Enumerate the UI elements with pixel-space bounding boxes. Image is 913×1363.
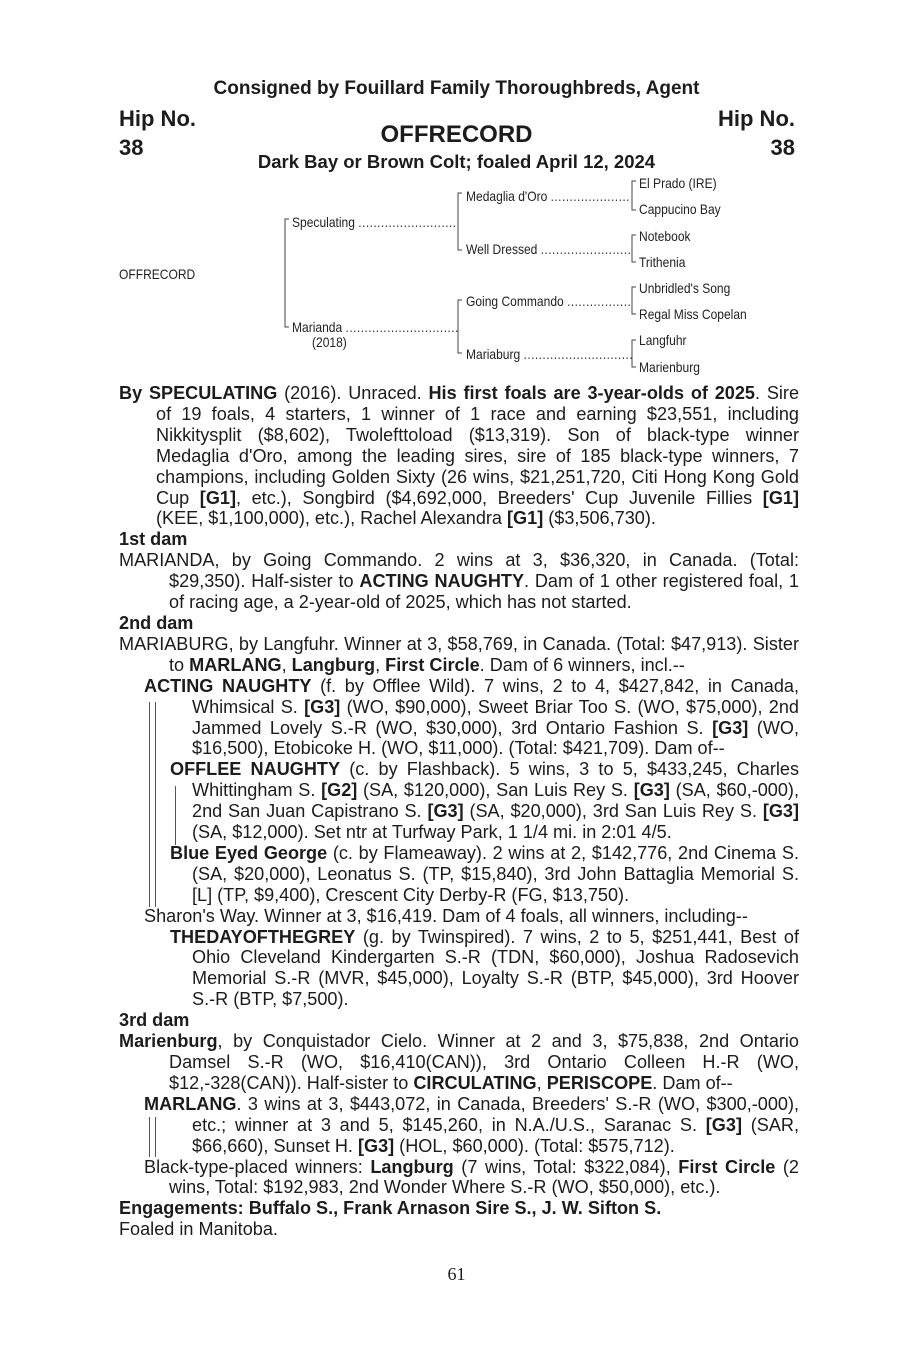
catalog-body bbox=[119, 383, 799, 1240]
acting-naughty-entry: ACTING NAUGHTY (f. by Offlee Wild). 7 wins, 2 to 4, $427,842, in Canada, Whimsical S. [G3] (WO, $90,000), Sweet Briar Too S. (WO, $75,000), 2nd Jammed Lovely S.-R (WO, $30,000), 3rd Ontario Fashion S. [G3] (WO, $16,500), Etobicoke H. (WO, $11,000). (Total: $421,709). Dam of-- bbox=[144, 675, 799, 759]
pedigree-gen3-5: Unbridled's Song bbox=[639, 280, 731, 296]
foaled-in: Foaled in Manitoba. bbox=[119, 1219, 278, 1240]
pedigree-dam-dam: Mariaburg ............................. bbox=[466, 346, 634, 362]
pedigree-sire-dam: Well Dressed ........................ bbox=[466, 241, 632, 257]
sire-paragraph: By SPECULATING (2016). Unraced. His first foals are 3-year-olds of 2025. Sire of 19 foals, 4 starters, 1 winner of 1 race and earning $23,551, including Nikkitysplit ($8,602), Twolefttoload ($13,319). Son of black-type winner Medaglia d'Oro, among the leading sires, sire of 185 black-type winners, 7 champions, including Golden Sixty (26 wins, $21,251,720, Citi Hong Kong Gold Cup [G1], etc.), Songbird ($4,692,000, Breeders' Cup Juvenile Fillies [G1] (KEE, $1,100,000), etc.), Rachel Alexandra [G1] ($3,506,730). bbox=[119, 383, 800, 529]
pedigree-dam: Marianda .............................. bbox=[292, 319, 459, 335]
horse-description: Dark Bay or Brown Colt; foaled April 12, 2024 bbox=[257, 151, 656, 172]
pedigree-gen3-2: Cappucino Bay bbox=[639, 201, 721, 217]
pedigree-gen3-3: Notebook bbox=[639, 228, 691, 244]
thedayofthegrey-entry: THEDAYOFTHEGREY (g. by Twinspired). 7 wins, 2 to 5, $251,441, Best of Ohio Cleveland Kindergarten S.-R (TDN, $60,000), Joshua Radosevich Memorial S.-R (MVR, $45,000), Loyalty S.-R (BTP, $45,000), 3rd Hoover S.-R (BTP, $7,500). bbox=[170, 926, 799, 1010]
pedigree-sire-sire: Medaglia d'Oro ..................... bbox=[466, 188, 630, 204]
consignor-line: Consigned by Fouillard Family Thoroughbreds, Agent bbox=[213, 78, 700, 99]
first-dam-heading: 1st dam bbox=[119, 529, 188, 550]
hip-label: Hip No. bbox=[718, 106, 795, 131]
second-dam-heading: 2nd dam bbox=[119, 612, 194, 633]
marlang-entry: MARLANG. 3 wins at 3, $443,072, in Canada, Breeders' S.-R (WO, $300,-000), etc.; winner at 3 and 5, $145,260, in N.A./U.S., Saranac S. [G3] (SAR, $66,660), Sunset H. [G3] (HOL, $60,000). (Total: $575,712). bbox=[144, 1093, 799, 1156]
pedigree-dam-year: (2018) bbox=[312, 334, 347, 350]
pedigree-subject: OFFRECORD bbox=[119, 266, 196, 282]
blue-eyed-george-entry: Blue Eyed George (c. by Flameaway). 2 wins at 2, $142,776, 2nd Cinema S. (SA, $20,000), Leonatus S. (TP, $15,840), 3rd John Battaglia Memorial S. [L] (TP, $9,400), Crescent City Derby-R (FG, $13,750). bbox=[170, 842, 799, 905]
pedigree-sire: Speculating .......................... bbox=[292, 214, 457, 230]
black-type-placed-entry: Black-type-placed winners: Langburg (7 wins, Total: $322,084), First Circle (2 wins, Total: $192,983, 2nd Wonder Where S.-R (WO, $50,000), etc.). bbox=[144, 1156, 799, 1198]
hip-number: 38 bbox=[119, 135, 144, 160]
pedigree-gen3-7: Langfuhr bbox=[639, 332, 687, 348]
third-dam-paragraph: Marienburg, by Conquistador Cielo. Winner at 2 and 3, $75,838, 2nd Ontario Damsel S.-R (WO, $16,410(CAN)), 3rd Ontario Colleen H.-R (WO, $12,-328(CAN)). Half-sister to CIRCULATING, PERISCOPE. Dam of-- bbox=[119, 1031, 799, 1093]
pedigree-gen3-1: El Prado (IRE) bbox=[639, 175, 717, 191]
pedigree-gen3-4: Trithenia bbox=[639, 254, 686, 270]
pedigree-gen3-8: Marienburg bbox=[639, 359, 700, 375]
engagements: Engagements: Buffalo S., Frank Arnason Sire S., J. W. Sifton S. bbox=[119, 1198, 662, 1219]
second-dam-paragraph: MARIABURG, by Langfuhr. Winner at 3, $58,769, in Canada. (Total: $47,913). Sister to MARLANG, Langburg, First Circle. Dam of 6 winners, incl.-- bbox=[119, 633, 799, 675]
pedigree-dam-sire: Going Commando ................. bbox=[466, 293, 632, 309]
pedigree-gen3-6: Regal Miss Copelan bbox=[639, 306, 747, 322]
first-dam-paragraph: MARIANDA, by Going Commando. 2 wins at 3, $36,320, in Canada. (Total: $29,350). Half-sister to ACTING NAUGHTY. Dam of 1 other registered foal, 1 of racing age, a 2-year-old of 2025, which has not started. bbox=[119, 550, 799, 613]
offlee-naughty-entry: OFFLEE NAUGHTY (c. by Flashback). 5 wins, 3 to 5, $433,245, Charles Whittingham S. [G2] (SA, $120,000), San Luis Rey S. [G3] (SA, $60,-000), 2nd San Juan Capistrano S. [G3] (SA, $20,000), 3rd San Luis Rey S. [G3] (SA, $12,000). Set ntr at Turfway Park, 1 1/4 mi. in 2:01 4/5. bbox=[170, 759, 800, 843]
hip-number: 38 bbox=[770, 135, 795, 160]
horse-name: OFFRECORD bbox=[380, 121, 533, 148]
page-number: 61 bbox=[447, 1264, 466, 1284]
hip-label: Hip No. bbox=[119, 106, 196, 131]
third-dam-heading: 3rd dam bbox=[119, 1010, 190, 1031]
sharons-way-entry: Sharon's Way. Winner at 3, $16,419. Dam of 4 foals, all winners, including-- bbox=[144, 905, 748, 926]
